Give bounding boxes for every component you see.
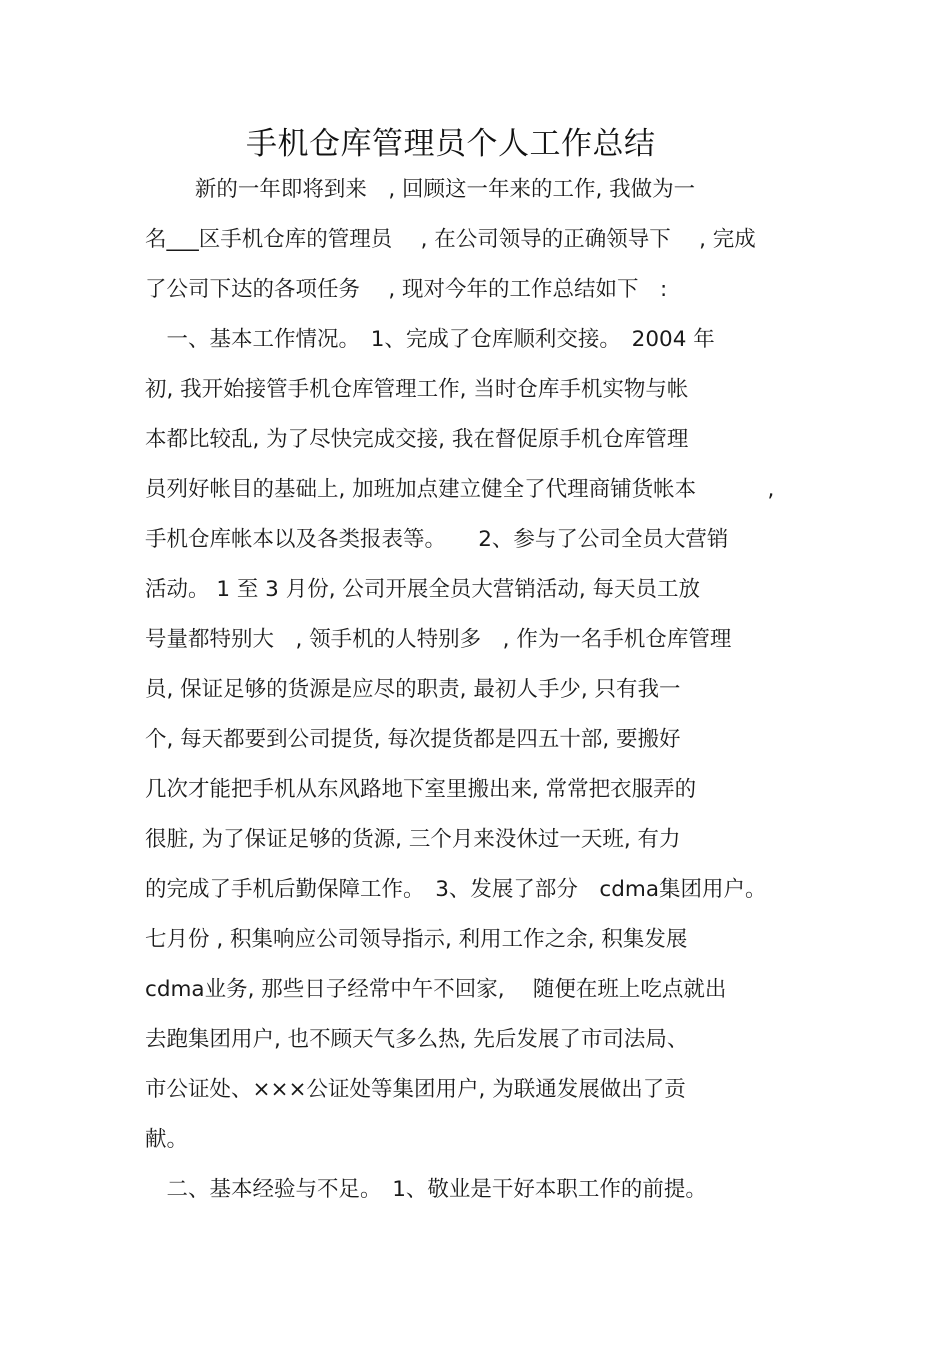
paragraph-line: 的完成了手机后勤保障工作。 3、发展了部分 cdma集团用户。 bbox=[145, 877, 767, 902]
paragraph-line: 手机仓库帐本以及各类报表等。 2、参与了公司全员大营销 bbox=[145, 527, 729, 552]
paragraph-line: 市公证处、×××公证处等集团用户, 为联通发展做出了贡 bbox=[145, 1077, 686, 1102]
paragraph-line: 员列好帐目的基础上, 加班加点建立健全了代理商铺货帐本 , bbox=[145, 477, 775, 502]
paragraph-line: 几次才能把手机从东风路地下室里搬出来, 常常把衣服弄的 bbox=[145, 777, 697, 802]
paragraph-line: 个, 每天都要到公司提货, 每次提货都是四五十部, 要搬好 bbox=[145, 727, 681, 752]
paragraph-line: 活动。 1 至 3 月份, 公司开展全员大营销活动, 每天员工放 bbox=[145, 577, 701, 602]
paragraph-line: 二、基本经验与不足。 1、敬业是干好本职工作的前提。 bbox=[145, 1177, 707, 1202]
paragraph-line: cdma业务, 那些日子经常中午不回家, 随便在班上吃点就出 bbox=[145, 977, 727, 1002]
paragraph-line: 献。 bbox=[145, 1127, 189, 1152]
paragraph-line: 名___区手机仓库的管理员 , 在公司领导的正确领导下 , 完成 bbox=[145, 227, 756, 252]
document-title: 手机仓库管理员个人工作总结 bbox=[246, 126, 656, 162]
paragraph-line: 很脏, 为了保证足够的货源, 三个月来没休过一天班, 有力 bbox=[145, 827, 681, 852]
paragraph-line: 新的一年即将到来 , 回顾这一年来的工作, 我做为一 bbox=[145, 177, 696, 202]
paragraph-line: 七月份 , 积集响应公司领导指示, 利用工作之余, 积集发展 bbox=[145, 927, 688, 952]
paragraph-line: 号量都特别大 , 领手机的人特别多 , 作为一名手机仓库管理 bbox=[145, 627, 732, 652]
paragraph-line: 本都比较乱, 为了尽快完成交接, 我在督促原手机仓库管理 bbox=[145, 427, 689, 452]
paragraph-line: 一、基本工作情况。 1、完成了仓库顺利交接。 2004 年 bbox=[145, 327, 715, 352]
paragraph-line: 初, 我开始接管手机仓库管理工作, 当时仓库手机实物与帐 bbox=[145, 377, 689, 402]
paragraph-line: 员, 保证足够的货源是应尽的职责, 最初人手少, 只有我一 bbox=[145, 677, 681, 702]
paragraph-line: 去跑集团用户, 也不顾天气多么热, 先后发展了市司法局、 bbox=[145, 1027, 689, 1052]
paragraph-line: 了公司下达的各项任务 , 现对今年的工作总结如下 : bbox=[145, 277, 668, 302]
